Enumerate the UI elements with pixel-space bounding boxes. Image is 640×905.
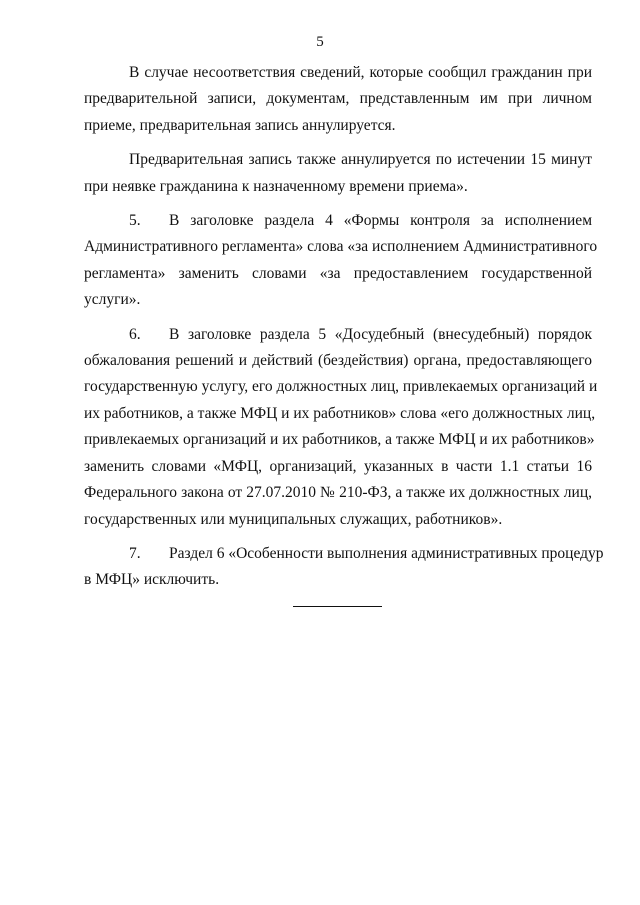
- text-line: в МФЦ» исключить.: [84, 571, 220, 589]
- text-line: приеме, предварительная запись аннулируется.: [84, 116, 396, 134]
- text-line: при неявке гражданина к назначенному времени приема».: [84, 177, 468, 195]
- text-line: Федерального закона от 27.07.2010 № 210-ФЗ, а также их должностных лиц,: [84, 484, 592, 502]
- text-line: их работников, а также МФЦ и их работников» слова «его должностных лиц,: [84, 404, 596, 422]
- list-item-5: [84, 208, 598, 314]
- item-text: В заголовке раздела 4 «Формы контроля за исполнением: [169, 212, 592, 230]
- item-text: В заголовке раздела 5 «Досудебный (внесудебный) порядок: [169, 325, 592, 343]
- text-line: услуги».: [84, 291, 141, 309]
- item-number: 7.: [129, 544, 141, 562]
- text-line: Предварительная запись также аннулируется по истечении 15 минут: [129, 151, 592, 169]
- text-line: регламента» заменить словами «за предоставлением государственной: [84, 264, 592, 282]
- paragraph-annulment-mismatch: [84, 60, 592, 139]
- item-number: 6.: [129, 325, 141, 343]
- text-line: [84, 541, 604, 567]
- item-number: 5.: [129, 212, 141, 230]
- paragraph-annulment-timeout: [84, 147, 592, 200]
- text-line: привлекаемых организаций и их работников, а также МФЦ и их работников»: [84, 431, 595, 449]
- page-number: 5: [316, 34, 324, 50]
- text-line: В случае несоответствия сведений, которые сообщил гражданин при: [129, 64, 592, 81]
- list-item-6: [84, 322, 598, 533]
- item-text: Раздел 6 «Особенности выполнения административных процедур: [169, 544, 604, 562]
- list-item-7: [84, 541, 604, 594]
- end-divider-line: [293, 606, 382, 607]
- text-line: предварительной записи, документам, представленным им при личном: [84, 90, 592, 108]
- text-line: заменить словами «МФЦ, организаций, указанных в части 1.1 статьи 16: [84, 457, 592, 475]
- text-line: обжалования решений и действий (бездействия) органа, предоставляющего: [84, 352, 592, 370]
- text-line: Административного регламента» слова «за исполнением Административного: [84, 238, 598, 256]
- text-line: государственных или муниципальных служащих, работников».: [84, 510, 503, 528]
- document-body: [84, 60, 604, 602]
- text-line: государственную услугу, его должностных лиц, привлекаемых организаций и: [84, 378, 598, 396]
- text-line: [84, 322, 592, 348]
- text-line: [84, 208, 592, 234]
